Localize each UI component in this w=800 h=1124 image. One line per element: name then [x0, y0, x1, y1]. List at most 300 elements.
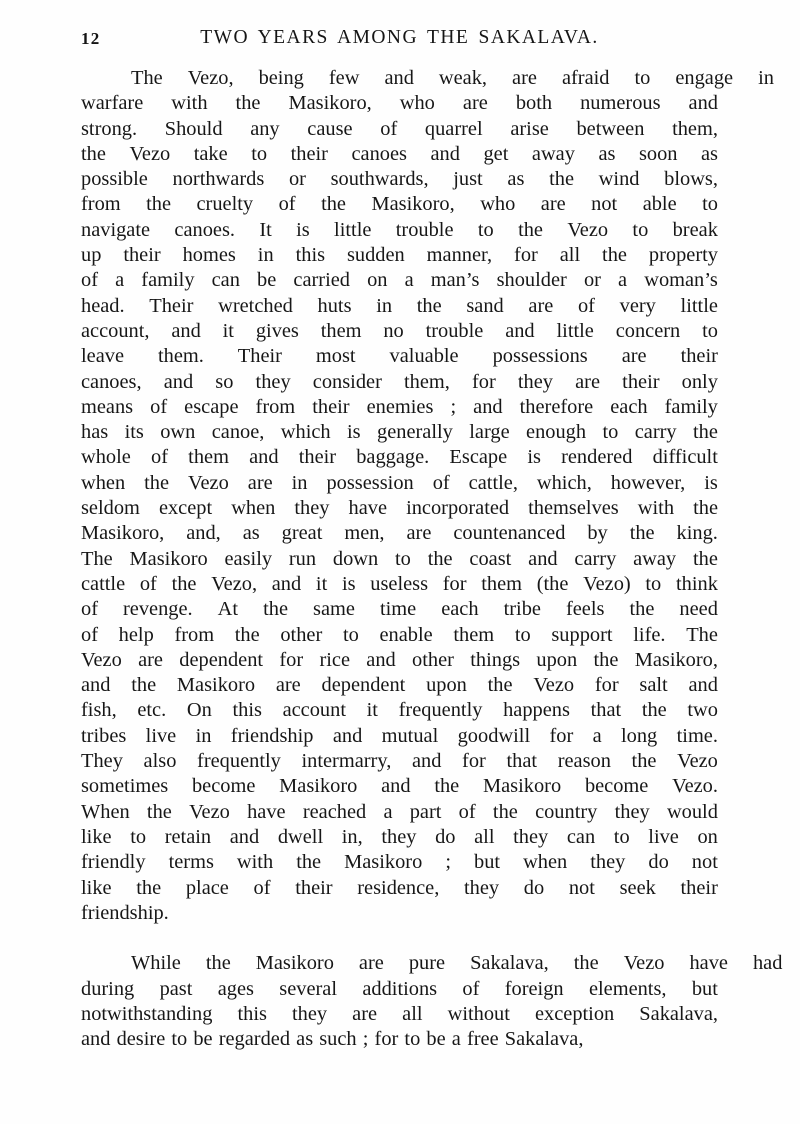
word: Their: [237, 345, 282, 368]
word: property: [648, 244, 718, 267]
word: do: [648, 851, 669, 874]
word: coast: [469, 547, 512, 570]
text-line: [81, 91, 718, 116]
text-line: [81, 901, 718, 926]
word: The: [686, 623, 718, 646]
word: of: [432, 471, 450, 494]
word: valuable: [389, 345, 459, 368]
word: they: [513, 825, 549, 848]
word: that: [590, 699, 622, 722]
word: and: [528, 547, 558, 570]
word: for: [594, 674, 619, 697]
word: the: [492, 800, 518, 823]
word: It: [259, 218, 272, 241]
word: foreign: [504, 977, 564, 1000]
page-folio-number: 12: [81, 29, 101, 48]
word: reason: [557, 750, 611, 773]
word: northwards: [172, 168, 265, 191]
text-line: [81, 724, 718, 749]
word: happens: [503, 699, 570, 722]
text-line: [81, 370, 718, 395]
word: Vezo): [583, 572, 631, 595]
text-line: [81, 648, 718, 673]
word: friendship.: [81, 901, 169, 924]
word: They: [81, 750, 123, 773]
word: the: [144, 471, 170, 494]
word: and: [332, 724, 363, 747]
word: help: [118, 623, 154, 646]
word: do: [523, 876, 545, 899]
word: is: [341, 572, 356, 595]
word: friendship: [230, 724, 314, 747]
word: carried: [293, 269, 350, 292]
word: are: [512, 67, 537, 89]
word: and,: [186, 522, 221, 545]
word: a: [451, 1028, 461, 1051]
word: their: [680, 345, 718, 368]
word: While: [131, 952, 181, 975]
word: frequently: [398, 699, 483, 722]
word: seek: [619, 876, 656, 899]
word: are: [462, 92, 488, 115]
word: all: [402, 1002, 423, 1025]
word: and: [81, 674, 111, 697]
text-line: [81, 344, 718, 369]
word: between: [576, 117, 645, 140]
word: they: [464, 876, 500, 899]
word: carry: [634, 421, 677, 444]
word: just: [453, 168, 483, 191]
word: with: [637, 497, 675, 520]
word: as: [242, 522, 260, 545]
word: are: [247, 471, 273, 494]
word: Masikoro: [255, 952, 334, 975]
word: The: [131, 67, 163, 89]
word: have: [689, 952, 728, 975]
text-line: [81, 521, 718, 546]
word: are: [621, 345, 647, 368]
word: with: [171, 92, 208, 115]
word: on: [697, 825, 718, 848]
word: revenge.: [123, 598, 193, 621]
word: homes: [182, 244, 236, 267]
word: of: [81, 269, 98, 292]
word: etc.: [137, 699, 167, 722]
word: each: [610, 395, 648, 418]
word: is: [704, 471, 718, 494]
word: and: [81, 1028, 111, 1051]
word: the: [263, 598, 288, 621]
word: mutual: [381, 724, 439, 747]
word: several: [279, 977, 338, 1000]
word: quarrel: [424, 117, 483, 140]
word: the: [416, 294, 442, 317]
paragraph: [81, 66, 774, 926]
text-line: [81, 319, 718, 344]
word: and: [366, 648, 396, 671]
word: ;: [362, 1028, 369, 1051]
word: On: [186, 699, 212, 722]
word: the: [629, 598, 655, 621]
word: or: [583, 269, 601, 292]
word: the: [146, 800, 172, 823]
text-line: [81, 825, 718, 850]
word: the: [427, 547, 453, 570]
word: be: [193, 1028, 213, 1051]
paragraph: [81, 951, 783, 1052]
word: easily: [224, 547, 273, 570]
word: frequently: [197, 750, 281, 773]
word: family: [664, 395, 718, 418]
word: cause: [307, 117, 353, 140]
word: they: [590, 851, 626, 874]
word: they: [381, 825, 417, 848]
word: afraid: [561, 67, 610, 89]
word: wretched: [218, 294, 293, 317]
word: very: [619, 294, 656, 317]
word: the: [629, 522, 655, 545]
word: to: [251, 142, 268, 165]
word: the: [518, 218, 543, 241]
word: Vezo: [189, 800, 230, 823]
word: as: [296, 1028, 314, 1051]
word: own: [160, 421, 196, 444]
word: is: [527, 446, 541, 469]
word: sometimes: [81, 775, 169, 798]
word: the: [631, 750, 657, 773]
word: their: [295, 876, 333, 899]
word: Their: [149, 294, 194, 317]
word: upon: [426, 674, 467, 697]
word: navigate: [81, 218, 151, 241]
word: and: [271, 572, 302, 595]
word: but: [691, 977, 718, 1000]
text-line: [81, 597, 718, 622]
word: Vezo,: [187, 67, 234, 89]
word: of: [81, 623, 98, 646]
word: the: [81, 142, 106, 165]
word: Vezo.: [672, 775, 718, 798]
word: the: [693, 497, 718, 520]
word: wind: [598, 168, 640, 191]
word: Masikoro,: [634, 648, 718, 671]
word: Sakalava,: [504, 1028, 584, 1051]
word: warfare: [81, 92, 144, 115]
word: ;: [445, 851, 451, 874]
word: generally: [377, 421, 453, 444]
word: Vezo: [677, 750, 718, 773]
word: be: [426, 1028, 446, 1051]
word: Masikoro,: [288, 92, 372, 115]
word: has: [81, 421, 109, 444]
word: both: [515, 92, 553, 115]
word: Vezo: [81, 648, 122, 671]
word: of: [458, 800, 476, 823]
word: dwell: [277, 825, 324, 848]
word: feels: [565, 598, 605, 621]
word: possessions: [492, 345, 588, 368]
word: canoes.: [174, 218, 235, 241]
word: a: [115, 269, 125, 292]
word: and: [384, 67, 414, 89]
word: are: [138, 648, 163, 671]
word: support: [551, 623, 613, 646]
word: their: [123, 244, 161, 267]
word: would: [666, 800, 718, 823]
word: the: [321, 193, 346, 216]
word: when: [523, 851, 568, 874]
word: man’s: [430, 269, 480, 292]
word: for: [442, 572, 467, 595]
word: had: [752, 952, 783, 975]
word: any: [250, 117, 280, 140]
word: Vezo: [129, 142, 171, 165]
word: leave: [81, 345, 125, 368]
text-line: [81, 977, 718, 1002]
word: their: [290, 142, 328, 165]
word: whole: [81, 446, 131, 469]
word: that: [506, 750, 538, 773]
word: they: [294, 497, 330, 520]
word: southwards,: [330, 168, 429, 191]
word: to: [514, 623, 531, 646]
word: no: [383, 319, 404, 342]
word: become: [191, 775, 256, 798]
word: take: [193, 142, 228, 165]
word: of: [151, 446, 168, 469]
word: with: [236, 851, 274, 874]
word: a: [592, 724, 602, 747]
word: and: [688, 92, 718, 115]
word: king.: [676, 522, 718, 545]
word: seldom: [81, 497, 140, 520]
word: countenanced: [453, 522, 566, 545]
word: two: [687, 699, 718, 722]
word: place: [185, 876, 229, 899]
word: the: [641, 699, 667, 722]
word: to: [634, 67, 651, 89]
word: enable: [379, 623, 433, 646]
word: additions: [362, 977, 438, 1000]
word: Vezo: [567, 218, 609, 241]
word: little: [556, 319, 594, 342]
word: live: [648, 825, 679, 848]
word: little: [334, 218, 372, 241]
word: upon: [536, 648, 578, 671]
word: huts: [317, 294, 352, 317]
word: blows,: [664, 168, 718, 191]
word: need: [679, 598, 718, 621]
word: to: [702, 193, 718, 216]
word: engage: [675, 67, 734, 89]
word: of: [253, 876, 271, 899]
word: canoes: [351, 142, 407, 165]
word: useless: [370, 572, 429, 595]
word: them: [320, 319, 362, 342]
word: all: [559, 244, 581, 267]
word: in: [195, 724, 212, 747]
word: The: [81, 547, 113, 570]
word: escape: [184, 395, 239, 418]
word: canoes,: [81, 370, 142, 393]
word: Masikoro,: [81, 522, 165, 545]
word: arise: [510, 117, 549, 140]
word: possession: [326, 471, 414, 494]
word: When: [81, 800, 130, 823]
word: reached: [302, 800, 367, 823]
word: which: [280, 421, 331, 444]
word: as: [507, 168, 525, 191]
word: to: [632, 218, 649, 241]
word: few: [328, 67, 360, 89]
word: Vezo: [188, 471, 229, 494]
word: of: [380, 117, 398, 140]
word: cattle: [81, 572, 126, 595]
word: not: [591, 193, 618, 216]
word: their: [622, 370, 660, 393]
word: of: [278, 193, 296, 216]
word: gives: [255, 319, 299, 342]
word: other: [280, 623, 323, 646]
word: account,: [81, 319, 150, 342]
word: fish,: [81, 699, 117, 722]
word: in: [291, 471, 308, 494]
word: do: [435, 825, 456, 848]
word: or: [288, 168, 306, 191]
word: rice: [319, 648, 350, 671]
running-head-title: TWO YEARS AMONG THE SAKALAVA.: [200, 27, 599, 48]
word: the: [136, 876, 162, 899]
word: the: [593, 648, 619, 671]
word: they: [614, 800, 650, 823]
word: terms: [168, 851, 214, 874]
word: of: [81, 598, 98, 621]
word: them,: [672, 117, 718, 140]
word: woman’s: [644, 269, 718, 292]
word: life.: [633, 623, 666, 646]
word: from: [255, 395, 296, 418]
word: all: [474, 825, 495, 848]
word: to: [395, 547, 411, 570]
word: them.: [157, 345, 204, 368]
word: enemies: [366, 395, 434, 418]
word: the: [434, 775, 460, 798]
word: by: [587, 522, 608, 545]
word: their: [680, 876, 718, 899]
word: the: [602, 244, 627, 267]
word: they: [517, 370, 553, 393]
word: their: [312, 395, 350, 418]
word: like: [81, 876, 112, 899]
word: they: [292, 1002, 328, 1025]
word: to: [602, 421, 619, 444]
text-line: [81, 951, 783, 976]
word: men,: [344, 522, 385, 545]
word: elements,: [588, 977, 667, 1000]
text-line: [81, 850, 718, 875]
text-line: [81, 117, 718, 142]
body-text: [81, 66, 783, 1053]
word: other: [412, 648, 454, 671]
word: in: [376, 294, 393, 317]
text-line: [81, 800, 718, 825]
word: to: [477, 218, 494, 241]
word: head.: [81, 294, 125, 317]
word: them: [481, 572, 523, 595]
word: cruelty: [196, 193, 254, 216]
word: become: [584, 775, 649, 798]
word: are: [575, 370, 601, 393]
word: like: [81, 825, 112, 848]
word: each: [441, 598, 479, 621]
word: get: [483, 142, 509, 165]
word: intermarry,: [301, 750, 392, 773]
text-line: [81, 1027, 718, 1052]
word: country: [535, 800, 598, 823]
word: large: [469, 421, 510, 444]
word: during: [81, 977, 135, 1000]
word: so: [215, 370, 234, 393]
word: but: [474, 851, 501, 874]
text-line: [81, 192, 718, 217]
word: this: [295, 244, 326, 267]
word: retain: [164, 825, 212, 848]
text-line: [81, 142, 718, 167]
word: soon: [638, 142, 678, 165]
word: Vezo: [533, 674, 575, 697]
text-line: [81, 471, 718, 496]
text-line: [81, 218, 718, 243]
word: be: [257, 269, 277, 292]
word: for: [471, 370, 496, 393]
word: is: [296, 218, 310, 241]
word: are: [358, 952, 384, 975]
word: Should: [164, 117, 223, 140]
word: means: [81, 395, 134, 418]
word: it: [222, 319, 234, 342]
word: their: [298, 446, 337, 469]
word: them: [453, 623, 495, 646]
word: on: [367, 269, 388, 292]
word: also: [143, 750, 177, 773]
word: carry: [574, 547, 617, 570]
word: Masikoro: [344, 851, 423, 874]
word: are: [528, 294, 554, 317]
text-line: [81, 167, 718, 192]
word: notwithstanding: [81, 1002, 213, 1025]
word: as: [598, 142, 616, 165]
word: concern: [615, 319, 681, 342]
word: break: [672, 218, 718, 241]
word: this: [237, 1002, 267, 1025]
text-line: [81, 1002, 718, 1027]
text-line: [81, 673, 718, 698]
text-line: [81, 623, 718, 648]
word: who: [480, 193, 516, 216]
word: Vezo,: [211, 572, 258, 595]
word: goodwill: [457, 724, 531, 747]
word: when: [81, 471, 126, 494]
word: for: [549, 724, 574, 747]
word: the: [549, 168, 574, 191]
word: down: [332, 547, 379, 570]
word: to: [645, 572, 662, 595]
word: except: [158, 497, 213, 520]
word: not: [568, 876, 595, 899]
word: Sakalava,: [639, 1002, 718, 1025]
word: time: [379, 598, 417, 621]
word: the: [131, 674, 157, 697]
